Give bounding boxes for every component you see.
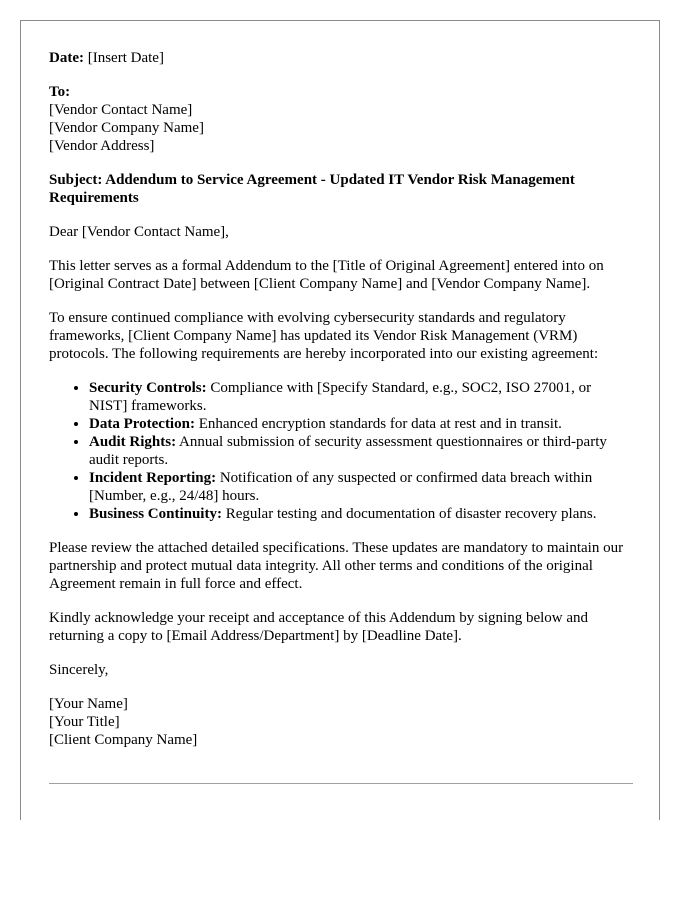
to-label: To: — [49, 84, 71, 100]
recipient-address: [Vendor Address] — [49, 138, 155, 154]
recipient-line-1 — [49, 83, 633, 119]
subject-line: Subject: Addendum to Service Agreement - Updated IT Vendor Risk Management Requirements — [49, 172, 575, 206]
date-value: [Insert Date] — [83, 50, 164, 66]
signer-name: [Your Name] — [49, 696, 128, 712]
recipient-company: [Vendor Company Name] — [49, 120, 204, 136]
requirement-text: Notification of any suspected or confirmed data breach within [Number, e.g., 24/48] hours. — [89, 470, 593, 504]
requirement-text: Annual submission of security assessment questionnaires or third-party audit reports. — [89, 434, 607, 468]
requirement-text: Compliance with [Specify Standard, e.g., SOC2, ISO 27001, or NIST] frameworks. — [89, 380, 592, 414]
requirement-text: Enhanced encryption standards for data at rest and in transit. — [194, 416, 562, 432]
recipient-contact: [Vendor Contact Name] — [49, 102, 193, 118]
list-item — [89, 433, 633, 469]
signer-company: [Client Company Name] — [49, 732, 198, 748]
signer-title: [Your Title] — [49, 714, 120, 730]
compliance-paragraph: To ensure continued compliance with evolving cybersecurity standards and regulatory frameworks, [Client Company Name] has updated its Vendor Risk Management (VRM) protocols. The following requirements are hereby incorporated into our existing agreement: — [49, 310, 599, 362]
requirement-term: Business Continuity: — [89, 506, 222, 522]
review-paragraph: Please review the attached detailed specifications. These updates are mandatory to maintain our partnership and protect mutual data integrity. All other terms and conditions of the original Agreement remain in full force and effect. — [49, 540, 624, 592]
requirement-term: Audit Rights: — [89, 434, 177, 450]
recipient-block — [49, 83, 633, 155]
list-item — [89, 469, 633, 505]
requirement-term: Security Controls: — [89, 380, 207, 396]
signature-divider — [49, 783, 633, 784]
acknowledge-paragraph: Kindly acknowledge your receipt and acceptance of this Addendum by signing below and returning a copy to [Email Address/Department] by [Deadline Date]. — [49, 610, 589, 644]
intro-paragraph: This letter serves as a formal Addendum to the [Title of Original Agreement] entered into on [Original Contract Date] between [Client Company Name] and [Vendor Company Name]. — [49, 258, 604, 292]
signature-block — [49, 695, 633, 749]
requirement-term: Incident Reporting: — [89, 470, 217, 486]
requirements-list — [49, 379, 633, 523]
date-line — [49, 49, 633, 67]
requirement-text: Regular testing and documentation of disaster recovery plans. — [221, 506, 597, 522]
closing: Sincerely, — [49, 662, 109, 678]
letter-content — [49, 49, 633, 765]
list-item — [89, 505, 633, 523]
list-item — [89, 379, 633, 415]
list-item — [89, 415, 633, 433]
letter-page — [20, 20, 660, 820]
date-label: Date: — [49, 50, 84, 66]
requirement-term: Data Protection: — [89, 416, 195, 432]
salutation: Dear [Vendor Contact Name], — [49, 224, 229, 240]
